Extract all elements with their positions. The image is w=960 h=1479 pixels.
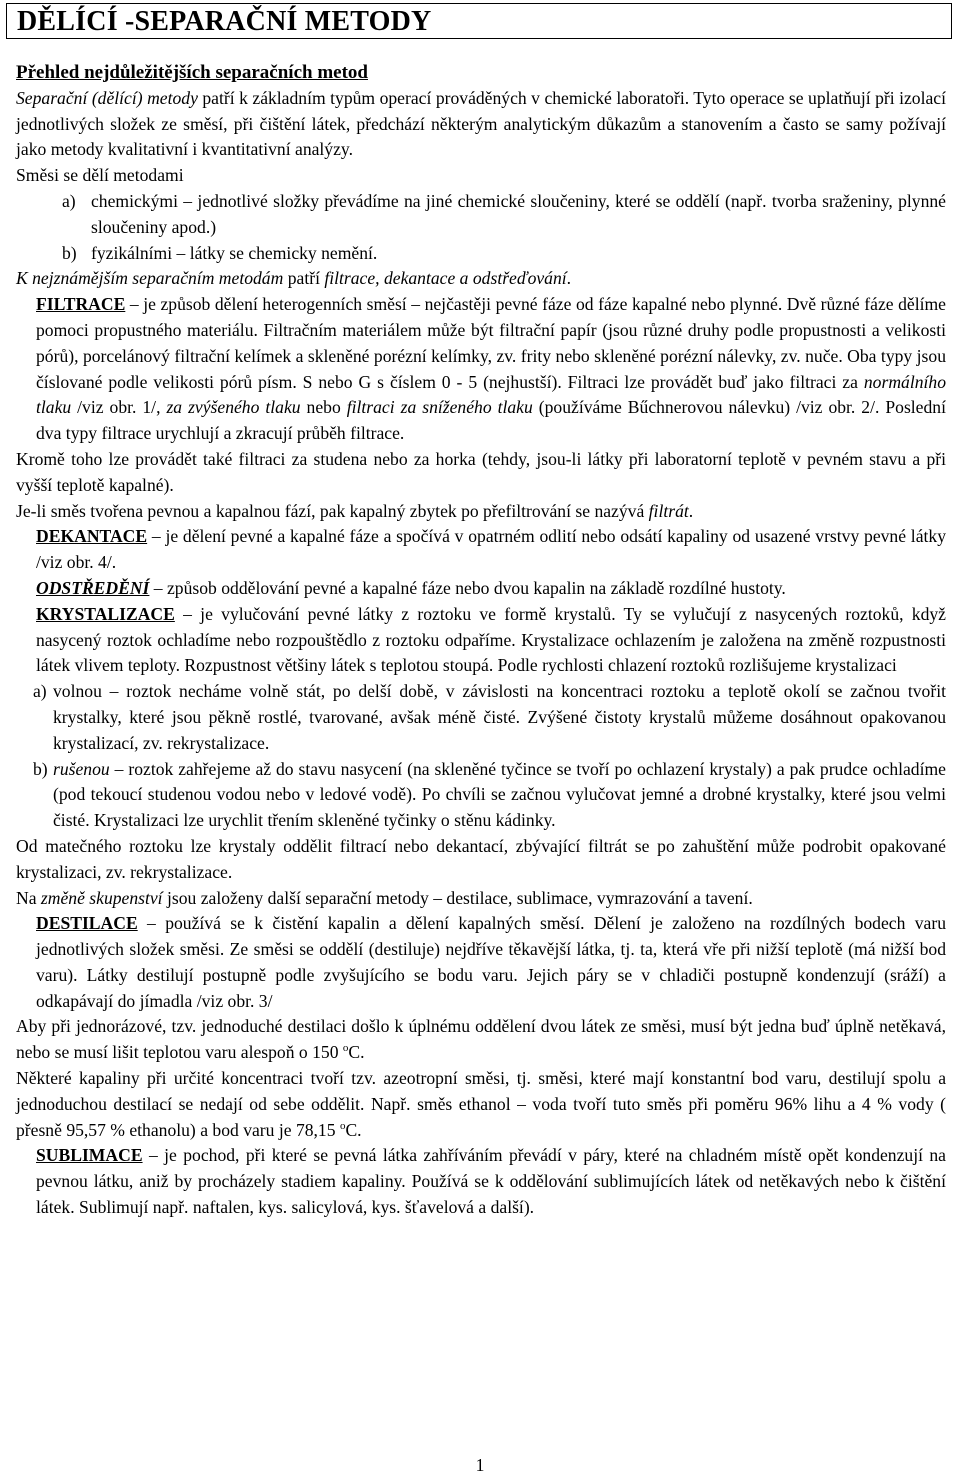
filtrace-italic-2: za zvýšeného tlaku [166, 397, 301, 418]
list-item-lead: rušenou [53, 758, 110, 779]
filtrat-paragraph [16, 499, 946, 525]
odstredeni-paragraph [16, 576, 946, 602]
dekantace-text: – je dělení pevné a kapalné fáze a spočívá v opatrném odlití nebo odsátí kapaliny od usazené vrstvy pevné látky /viz obr. 4/. [36, 526, 946, 573]
list-item-text: – roztok necháme volně stát, po delší době, v závislosti na koncentraci roztoku a teplotě okolí se začnou tvořit krystalky, které jsou pěkně rostlé, tvarované, avšak méně čisté. Zvýšené čistoty krystalů můžeme dosáhnout opakovanou krystalizací, zv. rekrystalizace. [53, 681, 946, 753]
page-number: 1 [475, 1455, 485, 1475]
krystalizace-paragraph [16, 602, 946, 679]
filtrat-term: filtrát [648, 500, 689, 521]
filtrace-text-2: /viz obr. 1/, [71, 397, 167, 418]
intro-italic: Separační (dělící) metody [16, 87, 198, 108]
section-heading: Přehled nejdůležitějších separačních metod [16, 62, 368, 83]
filtrat-text: Je-li směs tvořena pevnou a kapalnou fází, pak kapalný zbytek po přefiltrování se nazývá [16, 500, 649, 521]
skupenstvi-paragraph [16, 886, 946, 912]
degree-sup: o [342, 1042, 349, 1055]
list-item [16, 679, 946, 756]
filtrace-text-4: (používáme Bűchnerovou nálevku) /viz obr. 2/. Poslední dva typy filtrace urychlují a zkracují průběh filtrace. [36, 397, 946, 444]
dekantace-paragraph [16, 524, 946, 576]
aby-paragraph [16, 1014, 946, 1066]
destilace-paragraph [16, 911, 946, 1014]
list-marker: b) [62, 242, 77, 263]
term-sublimace: SUBLIMACE [36, 1145, 143, 1166]
filtrace-text-3: nebo [300, 397, 347, 418]
intro-text: patří k základním typům operací prováděných v chemické laboratoři. Tyto operace se uplatňují při izolací jednotlivých složek ze směsí, při čištění látek, předchází některým analytickým důkazům a stanovením a často se samy požívají jako metody kvalitativní i kvantitativní analýzy. [16, 87, 946, 160]
azeotrop-end: C. [345, 1119, 362, 1140]
odstredeni-text: – způsob oddělování pevné a kapalné fáze nebo dvou kapalin na základě rozdílné hustoty. [149, 577, 786, 598]
list-item-text: fyzikálními – látky se chemicky nemění. [91, 242, 378, 263]
methods-intro: Směsi se dělí metodami [16, 165, 184, 186]
azeotrop-text: Některé kapaliny při určité koncentraci tvoří tzv. azeotropní směsi, tj. směsi, které mají konstantní bod varu, destilují spolu a jednoduchou destilací se nedají od sebe oddělit. Např. směs ethanol – voda tvoří tuto směs při poměru 96% lihu a 4 % vody ( přesně 95,57 % ethanolu) a bod varu je 78,15 [16, 1068, 946, 1140]
list-item [16, 241, 946, 267]
filtrace-italic-1: normálního tlaku [36, 371, 946, 418]
aby-end: C. [348, 1042, 365, 1063]
term-odstredeni: ODSTŘEDĚNÍ [36, 577, 150, 598]
term-filtrace: FILTRACE [36, 294, 126, 315]
krystalizace-text: – je vylučování pevné látky z roztoku ve formě krystalů. Ty se vylučují z nasycených roztoků, když nasycený roztok ochladíme nebo rozpouštědlo z roztoku odpaříme. Krystalizace ochlazením je založena na změně rozpustnosti látek vlivem teploty. Rozpustnost většiny látek s teplotou stoupá. Podle rychlosti chlazení roztoků rozlišujeme krystalizaci [36, 603, 946, 676]
list-marker: b) [33, 758, 48, 779]
skupenstvi-text-2: jsou založeny další separační metody – destilace, sublimace, vymrazování a tavení. [162, 887, 753, 908]
filtrat-end: . [688, 500, 694, 521]
list-marker: a) [33, 681, 47, 702]
list-marker: a) [62, 190, 76, 211]
list-item [16, 757, 946, 834]
sublimace-text: – je pochod, při které se pevná látka zahříváním převádí v páry, které na chladném místě opět kondenzují na pevnou látku, aniž by procházely stadiem kapaliny. Používá se k oddělování sublimujících látek od netěkavých nebo k čištění látek. Sublimují např. naftalen, kys. salicylová, kys. šťavelová a další). [36, 1145, 946, 1218]
destilace-text: – používá se k čistění kapalin a dělení kapalných směsí. Dělení je založeno na rozdílných bodech varu jednotlivých složek směsi. Ze směsi se oddělí (destiluje) nejdříve těkavější látka, tj. ta, která vře při nižší teplotě (má nižší bod varu). Látky destilují postupně podle zvyšujícího se bodu varu. Jejich páry se v chladiči postupně kondenzují (sráží) a odkapávají do jímadla /viz obr. 3/ [36, 913, 946, 1011]
term-krystalizace: KRYSTALIZACE [36, 603, 175, 624]
term-dekantace: DEKANTACE [36, 526, 148, 547]
known-methods-text: patří [283, 268, 325, 289]
skupenstvi-italic: změně skupenství [40, 887, 163, 908]
list-item [16, 189, 946, 241]
sublimace-paragraph [16, 1143, 946, 1220]
filtrace-text: – je způsob dělení heterogenních směsí – nejčastěji pevné fáze od fáze kapalné nebo plynné. Dvě různé fáze dělíme pomoci propustného materiálu. Filtračním materiálem může být filtrační papír (jsou různé druhy podle propustnosti a velikosti pórů), porcelánový filtrační kelímek a skleněné porézní kelímky, zv. frity nebo skleněné porézní nálevky, zv. nuče. Oba typy jsou číslované podle velikosti pórů písm. S nebo G s číslem 0 - 5 (nejhustší). Filtraci lze provádět buď jako filtraci za [36, 294, 946, 392]
degree-sup: o [339, 1119, 346, 1132]
document-body [16, 60, 946, 1221]
list-item-text: chemickými – jednotlivé složky převádíme na jiné chemické sloučeniny, které se oddělí (např. tvorba sraženiny, plynné sloučeniny apod.) [91, 190, 946, 237]
term-destilace: DESTILACE [36, 913, 138, 934]
azeotrop-paragraph [16, 1066, 946, 1143]
known-methods-end: . [566, 268, 572, 289]
krome-paragraph: Kromě toho lze provádět také filtraci za studena nebo za horka (tehdy, jsou-li látky při laboratorní teplotě v pevném stavu a při vyšší teplotě kapalné). [16, 448, 946, 495]
title-box [6, 3, 952, 39]
document-title: DĚLÍCÍ -SEPARAČNÍ METODY [17, 6, 432, 37]
skupenstvi-text-1: Na [16, 887, 41, 908]
known-methods-italic: K nejznámějším separačním metodám [16, 268, 284, 289]
matecne-paragraph: Od matečného roztoku lze krystaly oddělit filtrací nebo dekantací, zbývající filtrát se po zahuštění může podrobit opakované krystalizaci, zv. rekrystalizace. [16, 835, 946, 882]
list-item-text: – roztok zahřejeme až do stavu nasycení (na skleněné tyčince se tvoří po ochlazení krystaly) a pak prudce ochladíme (pod tekoucí studenou vodou nebo v ledové vodě). Po chvíli se začnou vylučovat jemné a drobné krystalky, které jsou velmi čisté. Krystalizaci lze urychlit třením skleněné tyčinky o stěnu kádinky. [53, 758, 946, 831]
filtrace-paragraph [16, 292, 946, 447]
aby-text: Aby při jednorázové, tzv. jednoduché destilaci došlo k úplnému oddělení dvou látek ze směsi, musí být jedna buď úplně netěkavá, nebo se musí lišit teplotou varu alespoň o 150 [16, 1016, 946, 1063]
known-methods-paragraph [16, 266, 946, 292]
intro-paragraph [16, 86, 946, 163]
list-item-lead: volnou [53, 681, 102, 702]
known-methods-list: filtrace, dekantace a odstřeďování [324, 268, 567, 289]
filtrace-italic-3: filtraci za sníženého tlaku [346, 397, 533, 418]
